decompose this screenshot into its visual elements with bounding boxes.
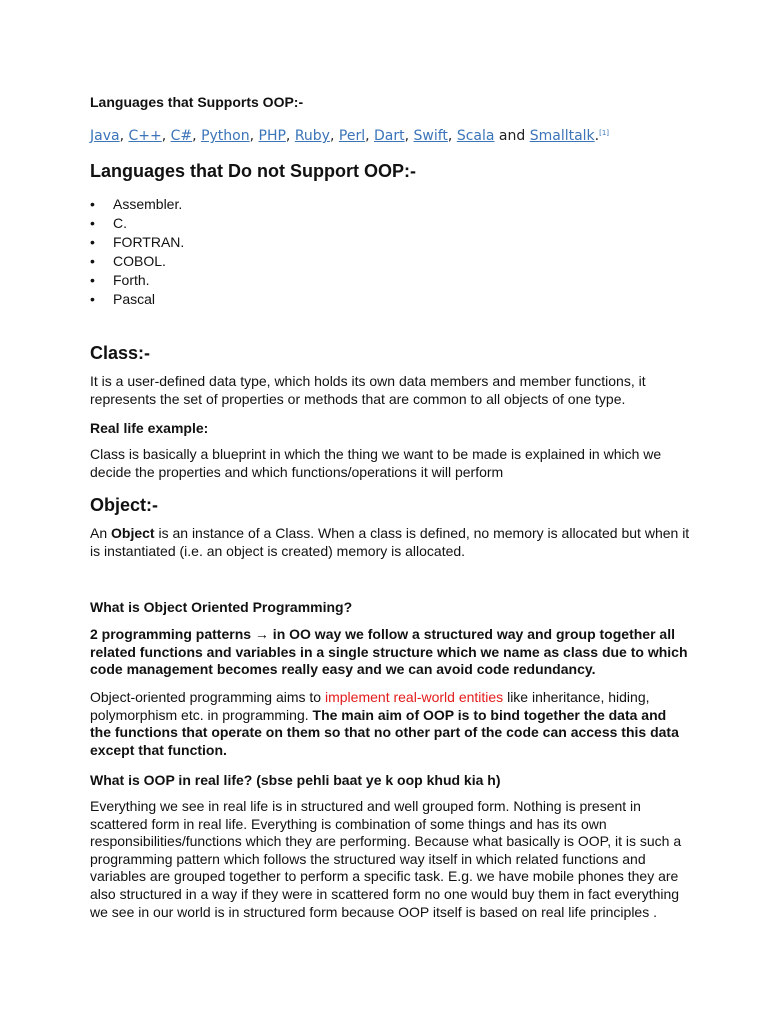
oop-real-life-text: Everything we see in real life is in structured and well grouped form. Nothing is present in scattered form in real life. Everything is combination of some things and has its own responsibilities/functions which they are performing. Because what basically is OOP, it is such a programming pattern which follows the structured way itself in which related functions and variables are grouped together to perform a specific task. E.g. we have mobile phones they are also structured in a way if they were in scattered form no one would buy them in fact everything we see in our world is in structured form because OOP itself is based on real life principles . — [90, 798, 682, 920]
language-link[interactable]: C# — [170, 128, 193, 144]
aims-highlight: implement real-world entities — [325, 689, 504, 705]
list-item: • FORTRAN. — [90, 233, 690, 252]
oop-languages-heading: Languages that Supports OOP:- — [90, 94, 304, 110]
oop-aims-paragraph — [90, 689, 690, 759]
list-item: • Forth. — [90, 271, 690, 290]
non-oop-languages-list — [90, 195, 690, 309]
language-link[interactable]: Python — [201, 128, 250, 144]
object-prefix: An — [90, 525, 108, 541]
class-example-text: Class is basically a blueprint in which the thing we want to be made is explained in which we decide the properties and which functions/operations it will perform — [90, 446, 662, 480]
list-item: • Pascal — [90, 290, 690, 309]
non-oop-languages-heading: Languages that Do not Support OOP:- — [90, 161, 416, 181]
language-link[interactable]: Dart — [374, 128, 405, 144]
object-bold-word: Object — [111, 525, 155, 541]
real-life-example-heading: Real life example: — [90, 420, 209, 436]
class-definition: It is a user-defined data type, which holds its own data members and member functions, it represents the set of properties or methods that are common to all objects of one type. — [90, 373, 646, 407]
oop-languages-list: Java, C++, C#, Python, PHP, Ruby, Perl, Dart, Swift, Scala and Smalltalk.[1] — [90, 128, 610, 144]
aims-bold: The main aim of OOP is to bind together the data and the functions that operate on them so that no other part of the code can access this data except that function. — [90, 706, 679, 758]
conjunction-text: and — [498, 128, 526, 144]
list-item: • Assembler. — [90, 195, 690, 214]
list-item: • COBOL. — [90, 252, 690, 271]
aims-middle: like inheritance, hiding, polymorphism etc. in programming. — [90, 689, 650, 723]
object-definition — [90, 525, 690, 560]
language-link[interactable]: Smalltalk — [529, 128, 595, 144]
language-link[interactable]: Ruby — [294, 128, 330, 144]
language-link[interactable]: C++ — [128, 128, 162, 144]
object-text: is an instance of a Class. When a class is defined, no memory is allocated but when it is instantiated (i.e. an object is created) memory is allocated. — [90, 525, 690, 559]
language-link[interactable]: PHP — [258, 128, 286, 144]
object-heading: Object:- — [90, 495, 159, 515]
language-link[interactable]: Swift — [413, 128, 448, 144]
list-item: • C. — [90, 214, 690, 233]
language-link[interactable]: Scala — [456, 128, 495, 144]
citation-link[interactable]: [1] — [599, 129, 610, 137]
programming-patterns-text: 2 programming patterns → in OO way we follow a structured way and group together all related functions and variables in a single structure which we name as class due to which code management becomes really easy and we can avoid code redundancy. — [90, 626, 688, 678]
class-heading: Class:- — [90, 343, 151, 363]
language-link[interactable]: Java — [90, 128, 120, 144]
oop-question-heading: What is Object Oriented Programming? — [90, 599, 353, 615]
oop-real-life-heading: What is OOP in real life? (sbse pehli baat ye k oop khud kia h) — [90, 772, 501, 788]
language-link[interactable]: Perl — [338, 128, 366, 144]
aims-prefix: Object-oriented programming aims to — [90, 689, 322, 705]
